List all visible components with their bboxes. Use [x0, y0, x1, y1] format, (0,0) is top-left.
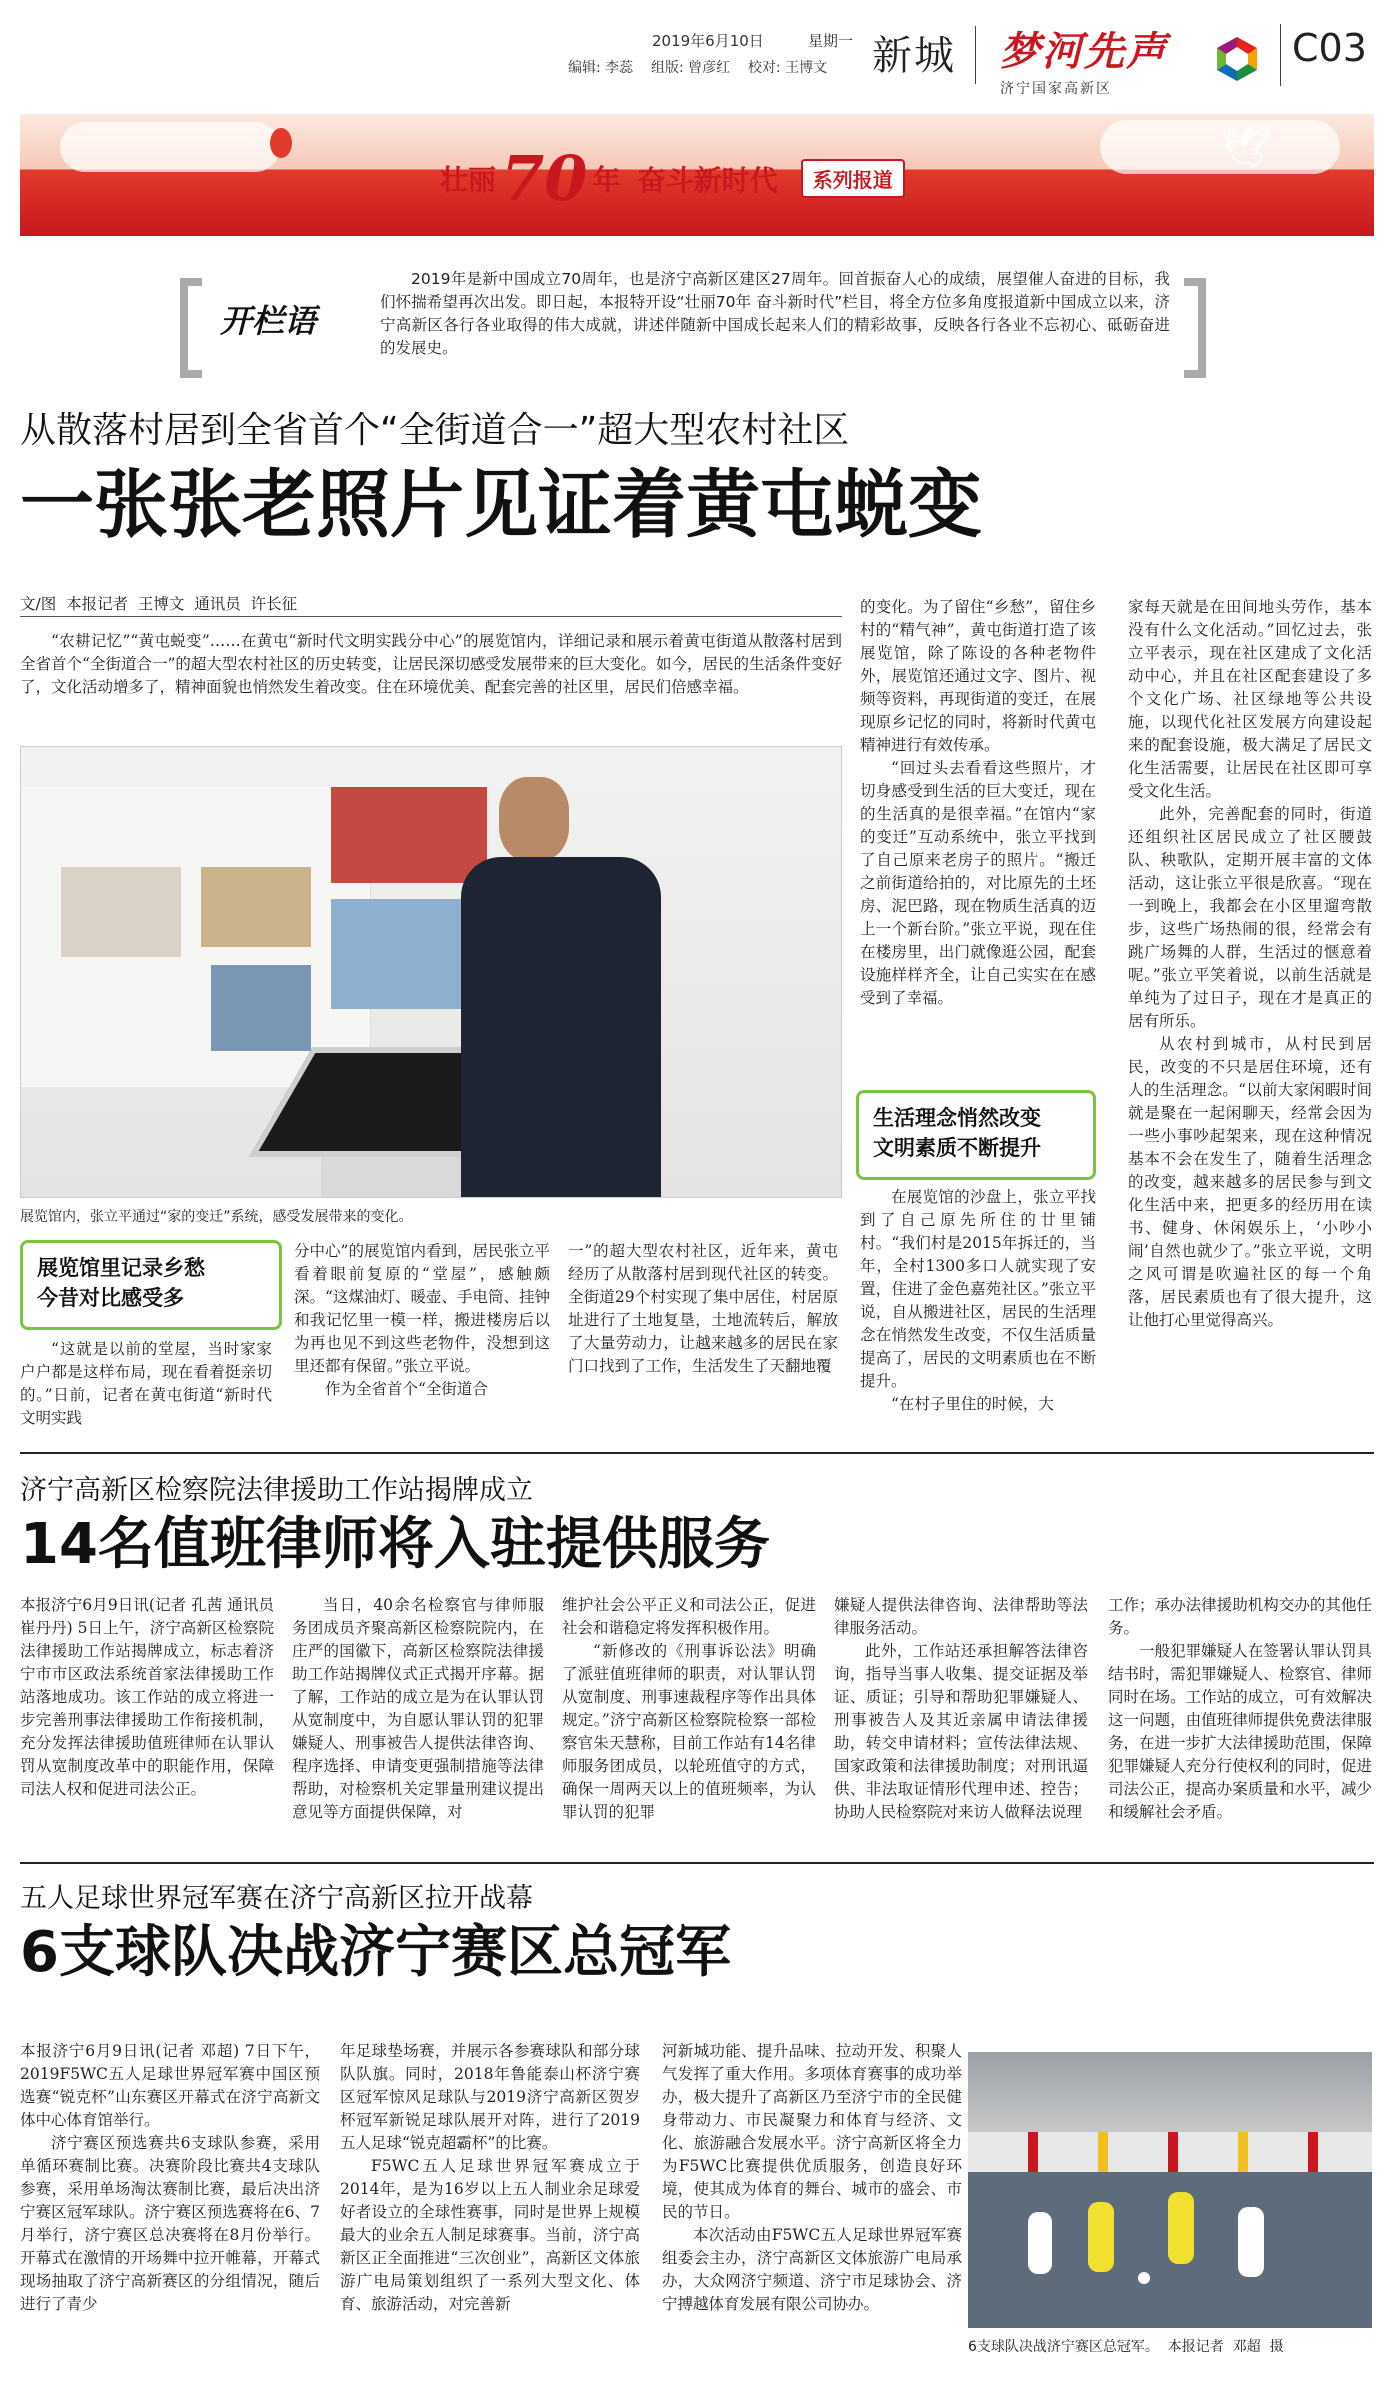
photo-player — [1088, 2202, 1114, 2272]
article2-col-5 — [1108, 1594, 1372, 1824]
paragraph: 家每天就是在田间地头劳作，基本没有什么文化活动。”回忆过去，张立平表示，现在社区建成了文化活动中心，并且在社区配套建设了多个文化广场、社区绿地等公共设施，以现代化社区发展方向建设起来的配套设施，极大满足了居民文化生活需要，让居民在社区即可享受文化生活。 — [1128, 598, 1372, 800]
photo-picture-frame — [61, 867, 181, 957]
article1-col-c — [568, 1240, 838, 1378]
article3-col-2 — [340, 2040, 640, 2316]
intro-tag: 开栏语 — [220, 302, 317, 340]
paragraph: 本报济宁6月9日讯(记者 邓超) 7日下午，2019F5WC五人足球世界冠军赛中国区预选赛“锐克杯”山东赛区开幕式在济宁高新文体中心体育馆举行。 — [20, 2042, 320, 2129]
article3-col-1 — [20, 2040, 320, 2316]
paragraph: “新修改的《刑事诉讼法》明确了派驻值班律师的职责，对认罪认罚从宽制度、刑事速裁程序等作出具体规定。”济宁高新区检察院检察一部检察官朱天慧称，目前工作站有14名律师服务团成员，以轮班值守的方式，确保一周两天以上的值班频率，为认罪认罚的犯罪 — [562, 1642, 816, 1821]
article1-col-a — [20, 1338, 272, 1430]
cloud-decoration-left — [60, 122, 280, 172]
section-name: 新城 — [872, 33, 956, 79]
balloon-icon — [270, 128, 292, 158]
photo-picture-frame — [201, 867, 311, 947]
article1-lead: “农耕记忆”“黄屯蜕变”……在黄屯“新时代文明实践分中心”的展览馆内，详细记录和展示着黄屯街道从散落村居到全省首个“全街道合一”的超大型农村社区的历史转变，让居民深切感受发展带来的巨大变化。如今，居民的生活条件变好了，文化活动增多了，精神面貌也悄然发生着改变。住在环境优美、配套完善的社区里，居民们倍感幸福。 — [20, 632, 842, 696]
photo-picture-frame — [331, 787, 487, 883]
paragraph: “在村子里住的时候，大 — [891, 1395, 1054, 1413]
photo-player — [1168, 2192, 1194, 2264]
paragraph: 作为全省首个“全街道合 — [325, 1380, 488, 1398]
section-divider — [20, 1862, 1374, 1864]
intro-bracket-right — [1184, 278, 1206, 378]
intro-bracket — [180, 278, 202, 378]
subhead-2-line-2: 文明素质不断提升 — [873, 1136, 1041, 1160]
article3-photo — [968, 2052, 1372, 2328]
article1-photo-caption: 展览馆内，张立平通过“家的变迁”系统，感受发展带来的变化。 — [20, 1209, 413, 1225]
banner-title-c: 奋斗新时代 — [637, 163, 778, 197]
series-banner — [20, 114, 1374, 236]
masthead-divider-right — [1280, 24, 1281, 86]
banner-title — [440, 142, 905, 215]
photo-person-head — [499, 777, 569, 861]
article1-photo — [20, 746, 842, 1198]
paragraph: F5WC五人足球世界冠军赛成立于2014年，是为16岁以上五人制业余足球爱好者设立的全球性赛事，同时是世界上规模最大的业余五人制足球赛事。当前，济宁高新区正全面推进“三次创业”，高新区文体旅游广电局策划组织了一系列大型文化、体育、旅游活动，对完善新 — [340, 2157, 640, 2313]
editors-line: 编辑: 李蕊 组版: 曾彦红 校对: 王博文 — [568, 60, 828, 76]
intro-text: 2019年是新中国成立70周年，也是济宁高新区建区27周年。回首振奋人心的成绩，展望催人奋进的目标，我们怀揣希望再次出发。即日起，本报特开设“壮丽70年 奋斗新时代”栏目，将全方位多角度报道新中国成立以来，济宁高新区各行各业取得的伟大成就，讲述伴随新中国成长起来人们的精彩故事，反映各行各业不忘初心、砥砺奋进的发展史。 — [380, 270, 1170, 357]
article2-col-4 — [834, 1594, 1088, 1824]
photo-ad-boards — [968, 2132, 1372, 2172]
weekday: 星期一 — [808, 32, 854, 50]
masthead — [0, 0, 1394, 100]
article2-col-3 — [562, 1594, 816, 1824]
article1-byline-rule — [20, 616, 842, 617]
article1-subhead-1 — [20, 1240, 282, 1330]
paragraph: 当日，40余名检察官与律师服务团成员齐聚高新区检察院院内，在庄严的国徽下，高新区检察院法律援助工作站揭牌仪式正式揭开序幕。据了解，工作站的成立是为在认罪认罚从宽制度中，为自愿认罪认罚的犯罪嫌疑人、刑事被告人提供法律咨询、程序选择、申请变更强制措施等法律帮助，对检察机关定罪量刑建议提出意见等方面提供保障，对 — [292, 1596, 544, 1821]
hightech-zone-logo-icon — [1212, 34, 1262, 84]
paragraph: 从农村到城市，从村民到居民，改变的不只是居住环境，还有人的生活理念。“以前大家闲暇时间就是聚在一起闲聊天，经常会因为一些小事吵起架来，现在这种情况基本不会在发生了，随着生活理念的改变，越来越多的居民参与到文化生活中来，把更多的经历用在读书、健身、休闲娱乐上，‘小吵小闹’自然也就少了。”张立平说，文明之风可谓是吹遍社区的每一个角落，居民素质也有了很大提升，这让他打心里觉得高兴。 — [1128, 1035, 1372, 1329]
article2-title: 14名值班律师将入驻提供服务 — [20, 1512, 770, 1577]
article1-subhead-2 — [856, 1090, 1096, 1180]
photo-picture-frame — [211, 965, 311, 1051]
date: 2019年6月10日 — [652, 32, 764, 50]
section-divider — [20, 1452, 1374, 1454]
paragraph: 一”的超大型农村社区，近年来，黄屯经历了从散落村居到现代社区的转变。全街道29个村实现了集中居住，村居原址进行了土地复垦，土地流转后，解放了大量劳动力，让越来越多的居民在家门口找到了工作，生活发生了天翻地覆 — [568, 1242, 838, 1375]
paragraph: 嫌疑人提供法律咨询、法律帮助等法律服务活动。 — [834, 1596, 1088, 1637]
article1-title: 一张张老照片见证着黄屯蜕变 — [20, 462, 982, 548]
subhead-1-line-2: 今昔对比感受多 — [37, 1286, 184, 1310]
dove-icon: 🕊 — [1220, 125, 1271, 171]
article3-photo-caption: 6支球队决战济宁赛区总冠军。 本报记者 邓超 摄 — [968, 2339, 1284, 2355]
article3-title: 6支球队决战济宁赛区总冠军 — [20, 1920, 731, 1985]
paragraph: 河新城功能、提升品味、拉动开发、积聚人气发挥了重大作用。多项体育赛事的成功举办，极大提升了高新区乃至济宁市的全民健身带动力、市民凝聚力和体育与经济、文化、旅游融合发展水平。济宁高新区将全力为F5WC比赛提供优质服务，创造良好环境，使其成为体育的舞台、城市的盛会、市民的节日。 — [662, 2042, 962, 2221]
subhead-2-line-1: 生活理念悄然改变 — [873, 1106, 1041, 1130]
paragraph: 年足球垫场赛，并展示各参赛球队和部分球队队旗。同时，2018年鲁能泰山杯济宁赛区冠军惊风足球队与2019济宁高新区贺岁杯冠军新锐足球队展开对阵，进行了2019五人足球“锐克超霸杯”的比赛。 — [340, 2042, 640, 2152]
article2-col-2 — [292, 1594, 544, 1824]
article1-col-d-bottom — [860, 1186, 1096, 1416]
photo-ball — [1138, 2272, 1150, 2284]
article1-col-e — [1128, 596, 1372, 1332]
paragraph: 的变化。为了留住“乡愁”，留住乡村的“精气神”，黄屯街道打造了该展览馆，除了陈设的各种老物件外，展览馆还通过文字、图片、视频等资料，再现街道的变迁，在展现原乡记忆的同时，将新时代黄屯精神进行有效传承。 — [860, 598, 1096, 754]
paragraph: 分中心”的展览馆内看到，居民张立平看着眼前复原的“堂屋”，感触颇深。“这煤油灯、暖壶、手电筒、挂钟和我记忆里一模一样，搬进楼房后以为再也见不到这些老物件，没想到这里还都有保留。”张立平说。 — [294, 1242, 550, 1375]
article2-col-1 — [20, 1594, 274, 1801]
article1-subtitle: 从散落村居到全省首个“全街道合一”超大型农村社区 — [20, 410, 850, 451]
paragraph: 此外，工作站还承担解答法律咨询，指导当事人收集、提交证据及举证、质证；引导和帮助犯罪嫌疑人、刑事被告人及其近亲属申请法律援助，转交申请材料；宣传法律法规、国家政策和法律援助制度；对刑讯逼供、非法取证情形代理申述、控告；协助人民检察院对来访人做释法说理 — [834, 1642, 1088, 1821]
banner-title-a: 壮丽 — [440, 163, 497, 197]
paragraph: 本次活动由F5WC五人足球世界冠军赛组委会主办，济宁高新区文体旅游广电局承办，大众网济宁频道、济宁市足球协会、济宁搏越体育发展有限公司协办。 — [662, 2226, 962, 2313]
photo-player — [1238, 2207, 1264, 2277]
article1-col-d-top — [860, 596, 1096, 1010]
banner-title-num: 70 — [501, 142, 588, 215]
subhead-1-line-1: 展览馆里记录乡愁 — [37, 1256, 205, 1280]
photo-person-body — [461, 857, 661, 1198]
article3-col-3 — [662, 2040, 962, 2316]
paragraph: 在展览馆的沙盘上，张立平找到了自己原先所住的廿里铺村。“我们村是2015年拆迁的，当年，全村1300多口人就实现了安置，住进了金色嘉苑社区。”张立平说，自从搬进社区，居民的生活理念在悄然发生改变，不仅生活质量提高了，居民的文明素质也在不断提升。 — [860, 1188, 1096, 1390]
article3-subtitle: 五人足球世界冠军赛在济宁高新区拉开战幕 — [20, 1883, 533, 1914]
page-number: C03 — [1292, 26, 1367, 70]
paragraph: 本报济宁6月9日讯(记者 孔茜 通讯员 崔丹丹) 5日上午，济宁高新区检察院法律援助工作站揭牌成立，标志着济宁市市区政法系统首家法律援助工作站落地成功。该工作站的成立将进一步完善刑事法律援助工作衔接机制，充分发挥法律援助值班律师在认罪认罚从宽制度改革中的职能作用，保障司法人权和促进司法公正。 — [20, 1596, 274, 1798]
zone-name: 济宁国家高新区 — [1000, 81, 1112, 97]
paragraph: 一般犯罪嫌疑人在签署认罪认罚具结书时，需犯罪嫌疑人、检察官、律师同时在场。工作站的成立，可有效解决这一问题，由值班律师提供免费法律服务，在进一步扩大法律援助范围，保障犯罪嫌疑人充分行使权利的同时，促进司法公正，提高办案质量和水平，减少和缓解社会矛盾。 — [1108, 1642, 1372, 1821]
paragraph: 维护社会公平正义和司法公正，促进社会和谐稳定将发挥积极作用。 — [562, 1596, 816, 1637]
paper-name-logo: 梦河先声 — [1000, 28, 1168, 75]
paragraph: “这就是以前的堂屋，当时家家户户都是这样布局，现在看着挺亲切的。”日前，记者在黄屯街道“新时代文明实践 — [20, 1340, 272, 1427]
photo-player — [1028, 2212, 1052, 2274]
banner-series-tag: 系列报道 — [801, 159, 905, 198]
article1-byline: 文/图 本报记者 王博文 通讯员 许长征 — [20, 595, 298, 613]
paragraph: 此外，完善配套的同时，街道还组织社区居民成立了社区腰鼓队、秧歌队，定期开展丰富的文体活动，这让张立平很是欣喜。“现在一到晚上，我都会在小区里遛弯散步，这些广场热闹的很，经常会有跳广场舞的人群，生活过的惬意着呢。”张立平笑着说，以前生活就是单纯为了过日子，现在才是真正的居有所乐。 — [1128, 805, 1372, 1030]
paragraph: “回过头去看看这些照片，才切身感受到生活的巨大变迁，现在的生活真的是很幸福。”在馆内“家的变迁”互动系统中，张立平找到了自己原来老房子的照片。“搬迁之前街道给拍的，对比原先的土坯房、泥巴路，现在物质生活真的迈上一个新台阶。”张立平说，现在住在楼房里，出门就像逛公园，配套设施样样齐全，让自己实实在在感受到了幸福。 — [860, 759, 1096, 1007]
banner-title-b: 年 — [592, 163, 621, 197]
article1-col-b — [294, 1240, 550, 1401]
paragraph: 济宁赛区预选赛共6支球队参赛，采用单循环赛制比赛。决赛阶段比赛共4支球队参赛，采用单场淘汰赛制比赛，最后决出济宁赛区冠军球队。济宁赛区预选赛将在6、7月举行，济宁赛区总决赛将在8月份举行。开幕式在激情的开场舞中拉开帷幕，开幕式现场抽取了济宁高新赛区的分组情况，随后进行了青少 — [20, 2134, 320, 2313]
masthead-divider — [975, 26, 976, 84]
paragraph: 工作；承办法律援助机构交办的其他任务。 — [1108, 1596, 1372, 1637]
article2-subtitle: 济宁高新区检察院法律援助工作站揭牌成立 — [20, 1475, 533, 1506]
